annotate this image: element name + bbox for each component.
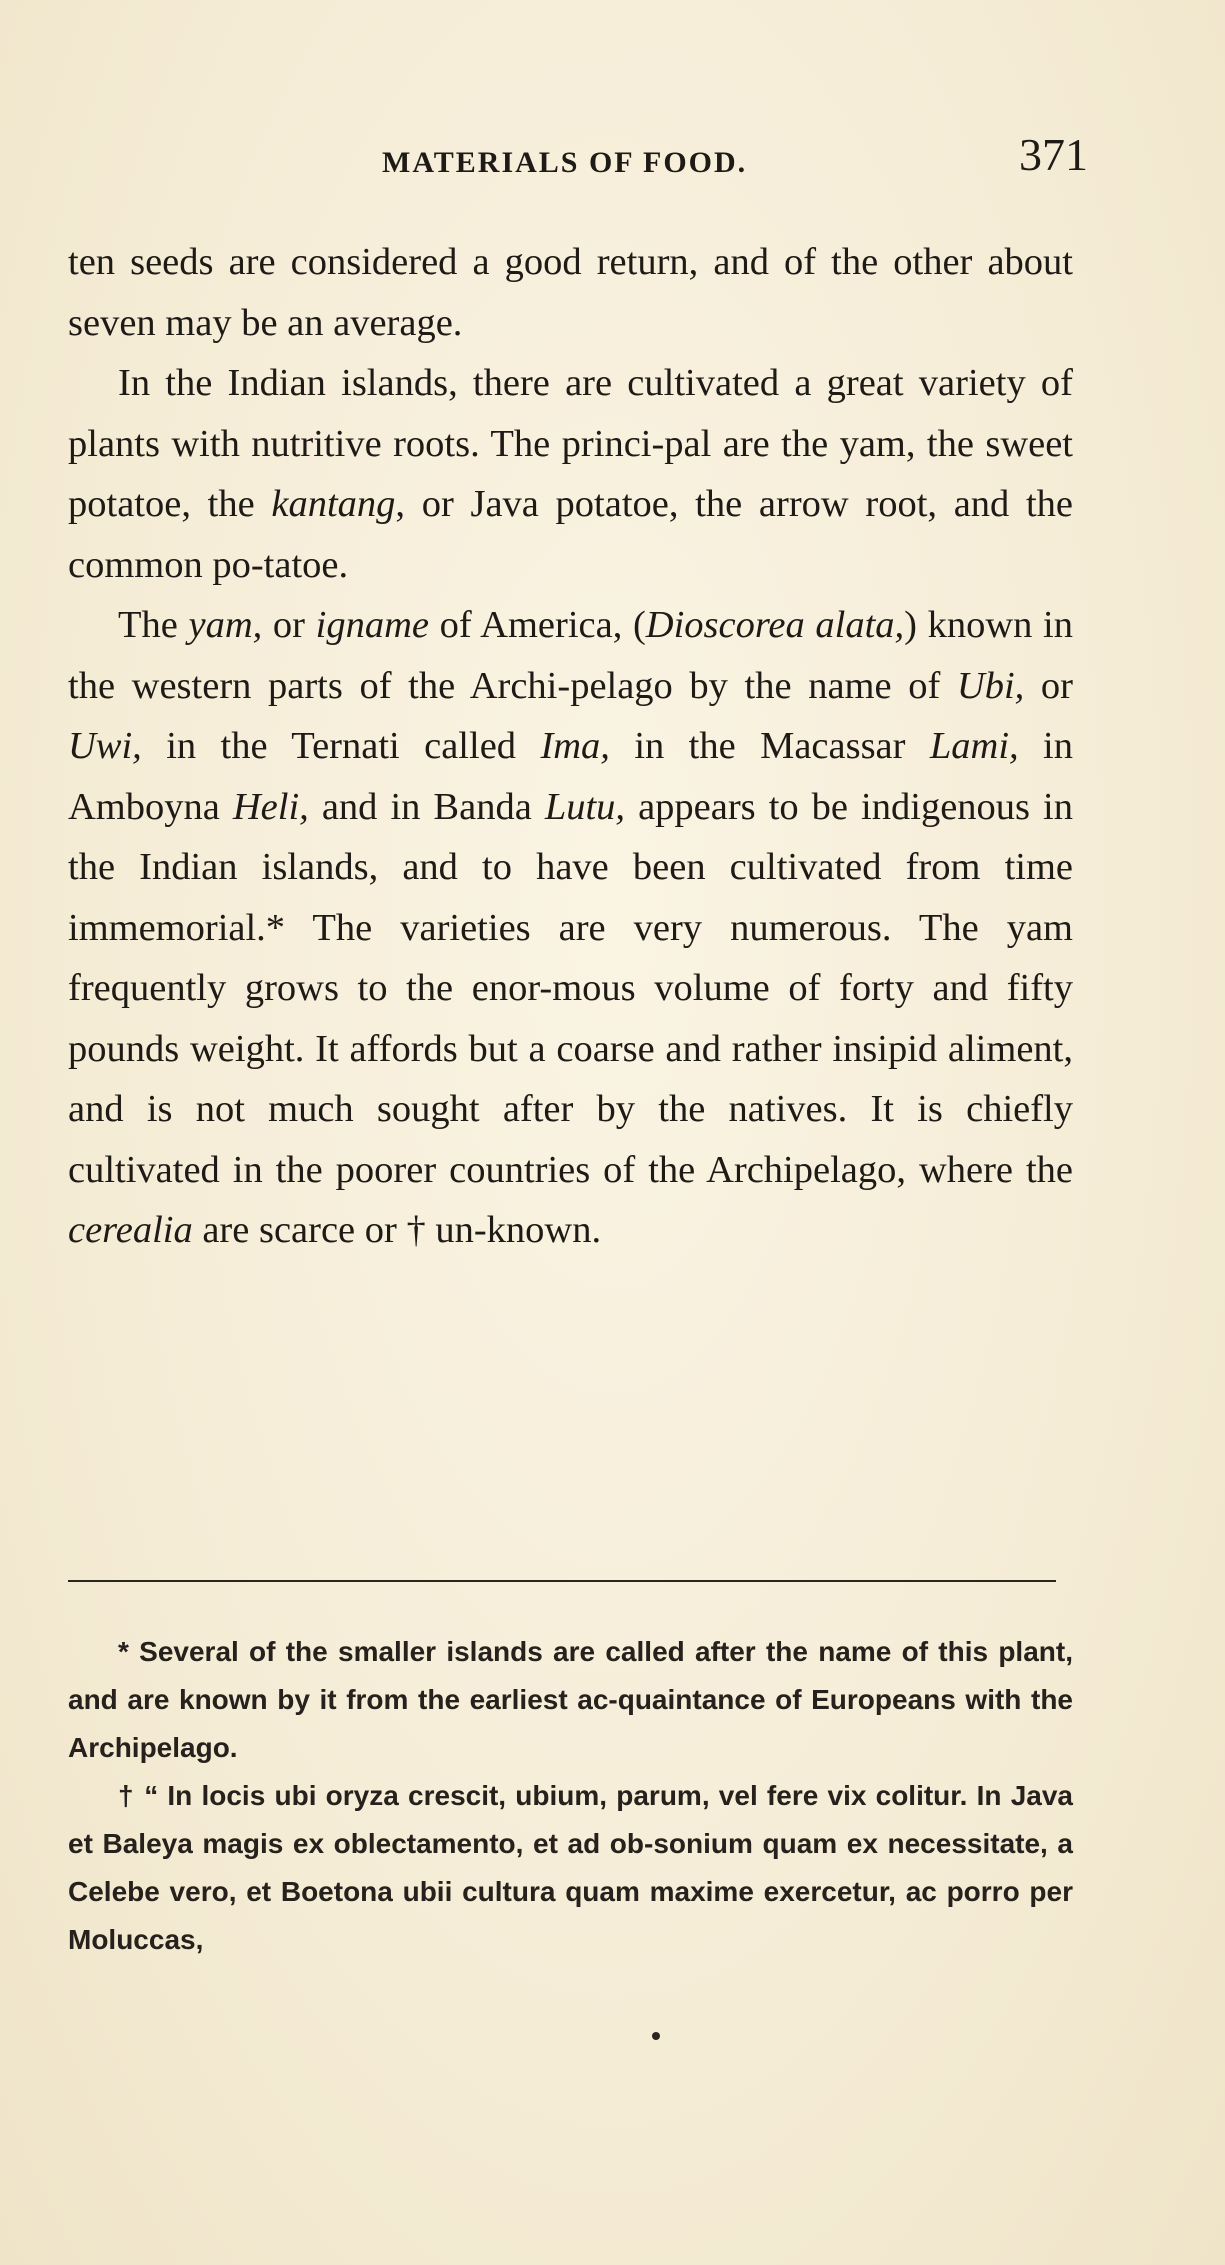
paragraph-3: The yam, or igname of America, (Dioscorea alata,) known in the western parts of the Archi-pelago by the name of Ubi, or Uwi, in the Ternati called Ima, in the Macassar Lami, in Amboyna Heli, and in Banda Lutu, appears to be indigenous in the Indian islands, and to have been cultivated from time immemorial.* The varieties are very numerous. The yam frequently grows to the enor-mous volume of forty and fifty pounds weight. It affords but a coarse and rather insipid aliment, and is not much sought after by the natives. It is chiefly cultivated in the poorer countries of the Archipelago, where the cerealia are scarce or † un-known. bbox=[68, 604, 1074, 1251]
footnotes bbox=[68, 1628, 1073, 1964]
footnote-1: * Several of the smaller islands are called after the name of this plant, and are known by it from the earliest ac-quaintance of Europeans with the Archipelago. bbox=[68, 1636, 1073, 1763]
signature-mark bbox=[652, 2032, 660, 2040]
page-header bbox=[68, 128, 1088, 188]
paragraph-2: In the Indian islands, there are cultivated a great variety of plants with nutritive roots. The princi-pal are the yam, the sweet potatoe, the kantang, or Java potatoe, the arrow root, and the common po-tatoe. bbox=[68, 362, 1074, 586]
paragraph-1: ten seeds are considered a good return, and of the other about seven may be an average. bbox=[68, 241, 1073, 344]
footnote-2: † “ In locis ubi oryza crescit, ubium, parum, vel fere vix colitur. In Java et Baleya magis ex oblectamento, et ad ob-sonium quam ex necessitate, a Celebe vero, et Boetona ubii cultura quam maxime exercetur, ac porro per Moluccas, bbox=[68, 1780, 1073, 1955]
main-text bbox=[68, 232, 1073, 1261]
running-title: MATERIALS OF FOOD. bbox=[382, 146, 748, 179]
footnote-rule bbox=[68, 1580, 1056, 1582]
page-number: 371 bbox=[1019, 129, 1088, 180]
